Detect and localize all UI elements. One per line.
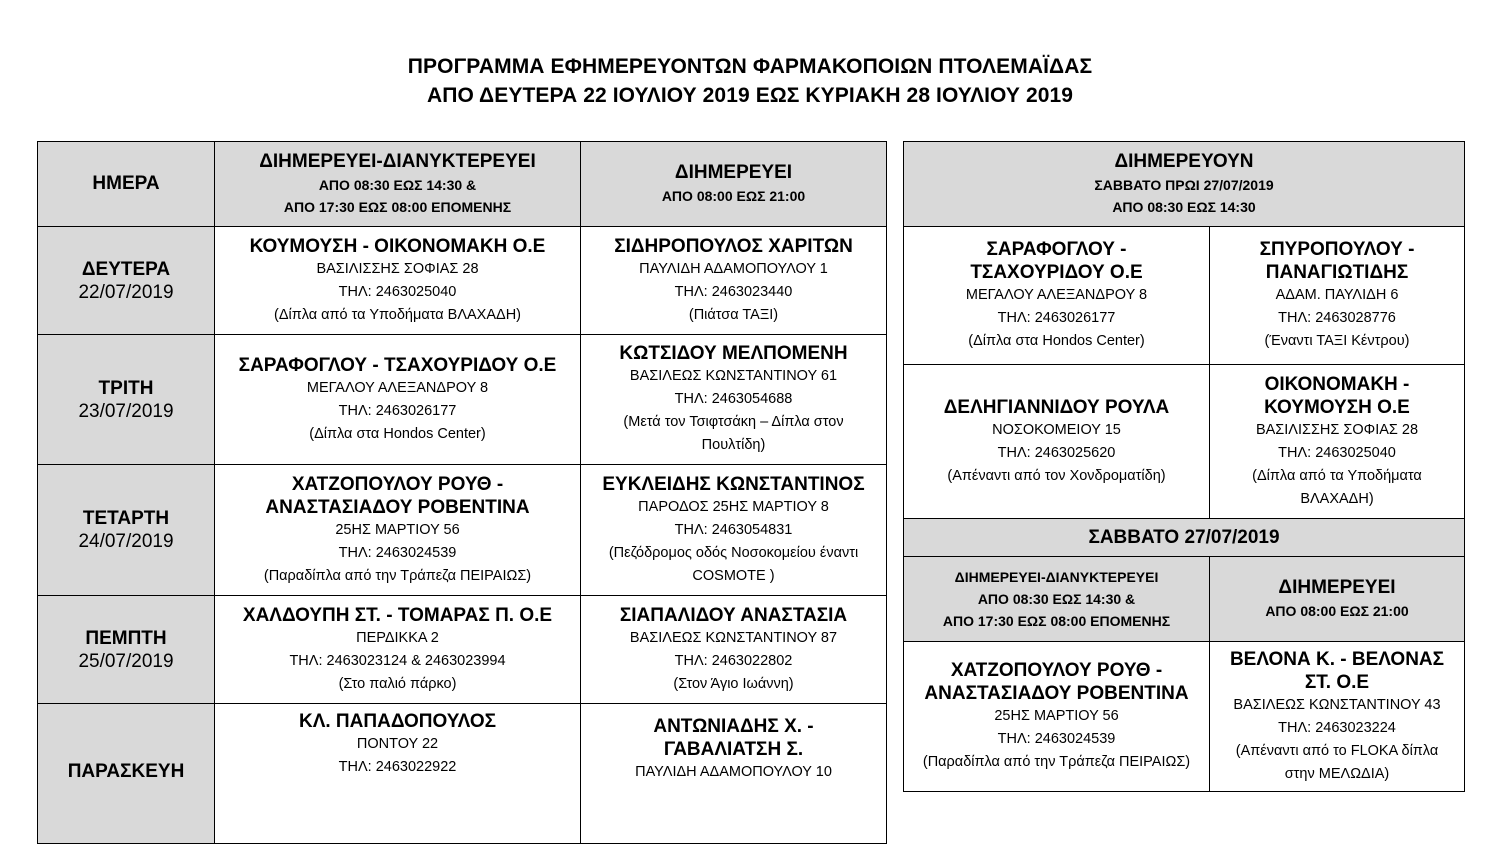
pharmacy-phone: ΤΗΛ: 2463023124 & 2463023994 xyxy=(289,652,506,669)
title-line-2: ΑΠΟ ΔΕΥΤΕΡΑ 22 ΙΟΥΛΙΟΥ 2019 ΕΩΣ ΚΥΡΙΑΚΗ 28 ΙΟΥΛΙΟΥ 2019 xyxy=(426,84,1074,107)
daytime-pharmacy xyxy=(581,465,887,596)
pharmacy-phone: ΤΗΛ: 2463024539 xyxy=(997,731,1116,747)
full-duty-pharmacy xyxy=(215,596,581,704)
weekend-schedule-table xyxy=(903,141,1465,792)
table-header-row xyxy=(904,557,1465,642)
pharmacy-name: ΚΛ. ΠΑΠΑΔΟΠΟΥΛΟΣ xyxy=(298,711,497,732)
pharmacy-phone: ΤΗΛ: 2463025040 xyxy=(338,283,457,300)
pharmacy-name: ΔΕΛΗΓΙΑΝΝΙΔΟΥ ΡΟΥΛΑ xyxy=(943,396,1170,418)
pharmacy-phone: ΤΗΛ: 2463028776 xyxy=(1278,310,1396,326)
pharmacy-address: ΠΕΡΔΙΚΚΑ 2 xyxy=(356,629,439,646)
pharmacy-name: ΣΙΔΗΡΟΠΟΥΛΟΣ ΧΑΡΙΤΩΝ xyxy=(614,235,853,257)
pharmacy-name: ΣΠΥΡΟΠΟΥΛΟΥ - ΠΑΝΑΓΙΩΤΙΔΗΣ xyxy=(1259,239,1415,283)
day-date: 24/07/2019 xyxy=(78,531,174,552)
pharmacy-phone: ΤΗΛ: 2463025620 xyxy=(997,444,1116,461)
header-full-title: ΔΙΗΜΕΡΕΥΕΙ-ΔΙΑΝΥΚΤΕΡΕΥΕΙ xyxy=(259,151,536,172)
day-cell xyxy=(38,227,215,335)
pharmacy-name: ΧΑΤΖΟΠΟΥΛΟΥ ΡΟΥΘ - ΑΝΑΣΤΑΣΙΑΔΟΥ ΡΟΒΕΝΤΙΝΑ xyxy=(265,473,530,518)
pharmacy-address: ΒΑΣΙΛΕΩΣ ΚΩΝΣΤΑΝΤΙΝΟΥ 87 xyxy=(629,629,838,646)
pharmacy-name: ΧΑΤΖΟΠΟΥΛΟΥ ΡΟΥΘ - ΑΝΑΣΤΑΣΙΑΔΟΥ ΡΟΒΕΝΤΙΝΑ xyxy=(924,660,1189,704)
table-row xyxy=(904,227,1465,365)
day-date: 23/07/2019 xyxy=(78,400,174,422)
pharmacy-phone: ΤΗΛ: 2463023224 xyxy=(1278,720,1396,736)
pharmacy-address: ΒΑΣΙΛΙΣΣΗΣ ΣΟΦΙΑΣ 28 xyxy=(1255,421,1419,438)
day-name: ΠΕΜΠΤΗ xyxy=(85,627,167,649)
header-full-hours-1: ΑΠΟ 08:30 ΕΩΣ 14:30 & xyxy=(977,591,1136,607)
pharmacy-note: (Μετά τον Τσιφτσάκη – Δίπλα στον Πουλτίδη) xyxy=(623,414,844,453)
pharmacy-address: ΑΔΑΜ. ΠΑΥΛΙΔΗ 6 xyxy=(1275,287,1399,303)
header-full-hours-1: ΑΠΟ 08:30 ΕΩΣ 14:30 & xyxy=(318,177,477,193)
full-duty-pharmacy xyxy=(215,704,581,844)
full-duty-pharmacy xyxy=(215,335,581,465)
pharmacy-note: (Παραδίπλα από την Τράπεζα ΠΕΙΡΑΙΩΣ) xyxy=(922,754,1191,770)
table-row xyxy=(38,227,887,335)
pharmacy-address: ΠΑΡΟΔΟΣ 25ΗΣ ΜΑΡΤΙΟΥ 8 xyxy=(638,498,829,515)
pharmacy-phone: ΤΗΛ: 2463022922 xyxy=(338,759,457,775)
title-line-1: ΠΡΟΓΡΑΜΜΑ ΕΦΗΜΕΡΕΥΟΝΤΩΝ ΦΑΡΜΑΚΟΠΟΙΩΝ ΠΤΟΛΕΜΑΪΔΑΣ xyxy=(407,55,1093,78)
header-full-hours-2: ΑΠΟ 17:30 ΕΩΣ 08:00 ΕΠΟΜΕΝΗΣ xyxy=(942,613,1171,629)
saturday-morning-pharmacy xyxy=(904,227,1210,365)
day-cell xyxy=(38,335,215,465)
table-row xyxy=(38,704,887,844)
pharmacy-note: (Δίπλα στα Hondos Center) xyxy=(968,333,1145,349)
pharmacy-phone: ΤΗΛ: 2463054831 xyxy=(674,521,793,538)
table-row xyxy=(904,365,1465,519)
document-title xyxy=(0,52,1500,110)
header-day-duty xyxy=(1210,557,1465,642)
day-cell xyxy=(38,596,215,704)
pharmacy-note: (Δίπλα από τα Υποδήματα ΒΛΑΧΑΔΗ) xyxy=(273,306,522,323)
pharmacy-name: ΣΑΡΑΦΟΓΛΟΥ - ΤΣΑΧΟΥΡΙΔΟΥ Ο.Ε xyxy=(970,239,1143,283)
pharmacy-name: ΑΝΤΩΝΙΑΔΗΣ Χ. - ΓΑΒΑΛΙΑΤΣΗ Σ. xyxy=(653,716,814,760)
daytime-pharmacy xyxy=(581,335,887,465)
pharmacy-name: ΟΙΚΟΝΟΜΑΚΗ - ΚΟΥΜΟΥΣΗ Ο.Ε xyxy=(1264,373,1410,418)
pharmacy-phone: ΤΗΛ: 2463023440 xyxy=(674,283,793,300)
header-full-duty xyxy=(904,557,1210,642)
pharmacy-name: ΚΟΥΜΟΥΣΗ - ΟΙΚΟΝΟΜΑΚΗ Ο.Ε xyxy=(249,235,546,257)
pharmacy-note: (Στον Άγιο Ιωάννη) xyxy=(673,675,794,692)
header-subtitle-1: ΣΑΒΒΑΤΟ ΠΡΩΙ 27/07/2019 xyxy=(1094,177,1274,193)
table-row xyxy=(38,465,887,596)
header-daytime-title: ΔΙΗΜΕΡΕΥΕΙ xyxy=(1278,577,1396,598)
pharmacy-name: ΕΥΚΛΕΙΔΗΣ ΚΩΝΣΤΑΝΤΙΝΟΣ xyxy=(602,473,865,495)
pharmacy-note: (Έναντι ΤΑΞΙ Κέντρου) xyxy=(1264,333,1410,349)
saturday-morning-pharmacy xyxy=(904,365,1210,519)
daytime-pharmacy xyxy=(581,704,887,844)
pharmacy-phone: ΤΗΛ: 2463026177 xyxy=(338,402,457,419)
pharmacy-address: ΝΟΣΟΚΟΜΕΙΟΥ 15 xyxy=(992,421,1121,438)
pharmacy-phone: ΤΗΛ: 2463022802 xyxy=(674,652,793,669)
pharmacy-phone: ΤΗΛ: 2463026177 xyxy=(997,310,1116,326)
day-name: ΤΡΙΤΗ xyxy=(98,377,154,399)
header-day-duty xyxy=(581,142,887,227)
header-full-title: ΔΙΗΜΕΡΕΥΕΙ-ΔΙΑΝΥΚΤΕΡΕΥΕΙ xyxy=(954,569,1159,585)
pharmacy-note: (Παραδίπλα από την Τράπεζα ΠΕΙΡΑΙΩΣ) xyxy=(263,567,532,584)
header-daytime-hours: ΑΠΟ 08:00 ΕΩΣ 21:00 xyxy=(661,188,806,204)
pharmacy-address: ΠΟΝΤΟΥ 22 xyxy=(356,736,439,752)
header-title: ΔΙΗΜΕΡΕΥΟΥΝ xyxy=(1114,151,1254,172)
pharmacy-note: (Απέναντι από το FLOKA δίπλα στην ΜΕΛΩΔΙΑ) xyxy=(1235,743,1439,782)
day-name: ΔΕΥΤΕΡΑ xyxy=(81,258,171,280)
full-duty-pharmacy xyxy=(904,642,1210,792)
table-row xyxy=(904,642,1465,792)
header-daytime-title: ΔΙΗΜΕΡΕΥΕΙ xyxy=(674,162,793,183)
weekday-schedule-table xyxy=(37,141,887,844)
saturday-title: ΣΑΒΒΑΤΟ 27/07/2019 xyxy=(1088,526,1280,548)
header-day xyxy=(38,142,215,227)
pharmacy-address: ΒΑΣΙΛΕΩΣ ΚΩΝΣΤΑΝΤΙΝΟΥ 61 xyxy=(629,368,838,384)
pharmacy-address: ΜΕΓΑΛΟΥ ΑΛΕΞΑΝΔΡΟΥ 8 xyxy=(965,287,1148,303)
pharmacy-note: (Πεζόδρομος οδός Νοσοκομείου έναντι COSMOTE ) xyxy=(608,544,859,584)
pharmacy-name: ΣΑΡΑΦΟΓΛΟΥ - ΤΣΑΧΟΥΡΙΔΟΥ Ο.Ε xyxy=(238,354,557,376)
saturday-title-cell xyxy=(904,519,1465,557)
pharmacy-name: ΚΩΤΣΙΔΟΥ ΜΕΛΠΟΜΕΝΗ xyxy=(619,343,848,364)
saturday-morning-pharmacy xyxy=(1210,365,1465,519)
table-row xyxy=(38,596,887,704)
day-date: 25/07/2019 xyxy=(78,650,174,672)
table-header-row xyxy=(38,142,887,227)
pharmacy-name: ΧΑΛΔΟΥΠΗ ΣΤ. - ΤΟΜΑΡΑΣ Π. Ο.Ε xyxy=(242,604,553,626)
pharmacy-address: 25ΗΣ ΜΑΡΤΙΟΥ 56 xyxy=(335,521,460,538)
pharmacy-phone: ΤΗΛ: 2463025040 xyxy=(1278,444,1396,461)
table-header-row xyxy=(904,142,1465,227)
pharmacy-note: (Πιάτσα ΤΑΞΙ) xyxy=(688,306,779,323)
day-date: 22/07/2019 xyxy=(78,281,174,303)
header-day-label: ΗΜΕΡΑ xyxy=(92,173,160,194)
full-duty-pharmacy xyxy=(215,465,581,596)
pharmacy-phone: ΤΗΛ: 2463054688 xyxy=(674,391,793,407)
daytime-pharmacy xyxy=(581,227,887,335)
saturday-morning-pharmacy xyxy=(1210,227,1465,365)
daytime-pharmacy xyxy=(581,596,887,704)
table-header-row xyxy=(904,519,1465,557)
header-subtitle-2: ΑΠΟ 08:30 ΕΩΣ 14:30 xyxy=(1112,199,1256,215)
day-name: ΠΑΡΑΣΚΕΥΗ xyxy=(67,761,185,782)
table-row xyxy=(38,335,887,465)
pharmacy-name: ΒΕΛΟΝΑ Κ. - ΒΕΛΟΝΑΣ ΣΤ. Ο.Ε xyxy=(1229,649,1445,693)
pharmacy-address: ΒΑΣΙΛΙΣΣΗΣ ΣΟΦΙΑΣ 28 xyxy=(316,260,479,277)
pharmacy-phone: ΤΗΛ: 2463024539 xyxy=(338,544,457,561)
header-full-duty xyxy=(215,142,581,227)
day-cell xyxy=(38,465,215,596)
pharmacy-note: (Δίπλα στα Hondos Center) xyxy=(309,425,486,442)
full-duty-pharmacy xyxy=(215,227,581,335)
pharmacy-note: (Απέναντι από τον Χονδροματίδη) xyxy=(947,467,1166,484)
pharmacy-note: (Στο παλιό πάρκο) xyxy=(338,675,457,692)
pharmacy-name: ΣΙΑΠΑΛΙΔΟΥ ΑΝΑΣΤΑΣΙΑ xyxy=(619,604,848,626)
pharmacy-address: ΠΑΥΛΙΔΗ ΑΔΑΜΟΠΟΥΛΟΥ 1 xyxy=(639,260,828,277)
pharmacy-note: (Δίπλα από τα Υποδήματα ΒΛΑΧΑΔΗ) xyxy=(1252,467,1422,507)
pharmacy-address: ΠΑΥΛΙΔΗ ΑΔΑΜΟΠΟΥΛΟΥ 10 xyxy=(635,764,832,780)
header-daytime-hours: ΑΠΟ 08:00 ΕΩΣ 21:00 xyxy=(1265,603,1409,619)
saturday-morning-header xyxy=(904,142,1465,227)
pharmacy-address: ΜΕΓΑΛΟΥ ΑΛΕΞΑΝΔΡΟΥ 8 xyxy=(306,379,489,396)
day-cell xyxy=(38,704,215,844)
header-full-hours-2: ΑΠΟ 17:30 ΕΩΣ 08:00 ΕΠΟΜΕΝΗΣ xyxy=(283,199,512,215)
day-name: ΤΕΤΑΡΤΗ xyxy=(82,508,170,529)
daytime-pharmacy xyxy=(1210,642,1465,792)
pharmacy-address: ΒΑΣΙΛΕΩΣ ΚΩΝΣΤΑΝΤΙΝΟΥ 43 xyxy=(1233,697,1441,713)
pharmacy-address: 25ΗΣ ΜΑΡΤΙΟΥ 56 xyxy=(994,708,1119,724)
